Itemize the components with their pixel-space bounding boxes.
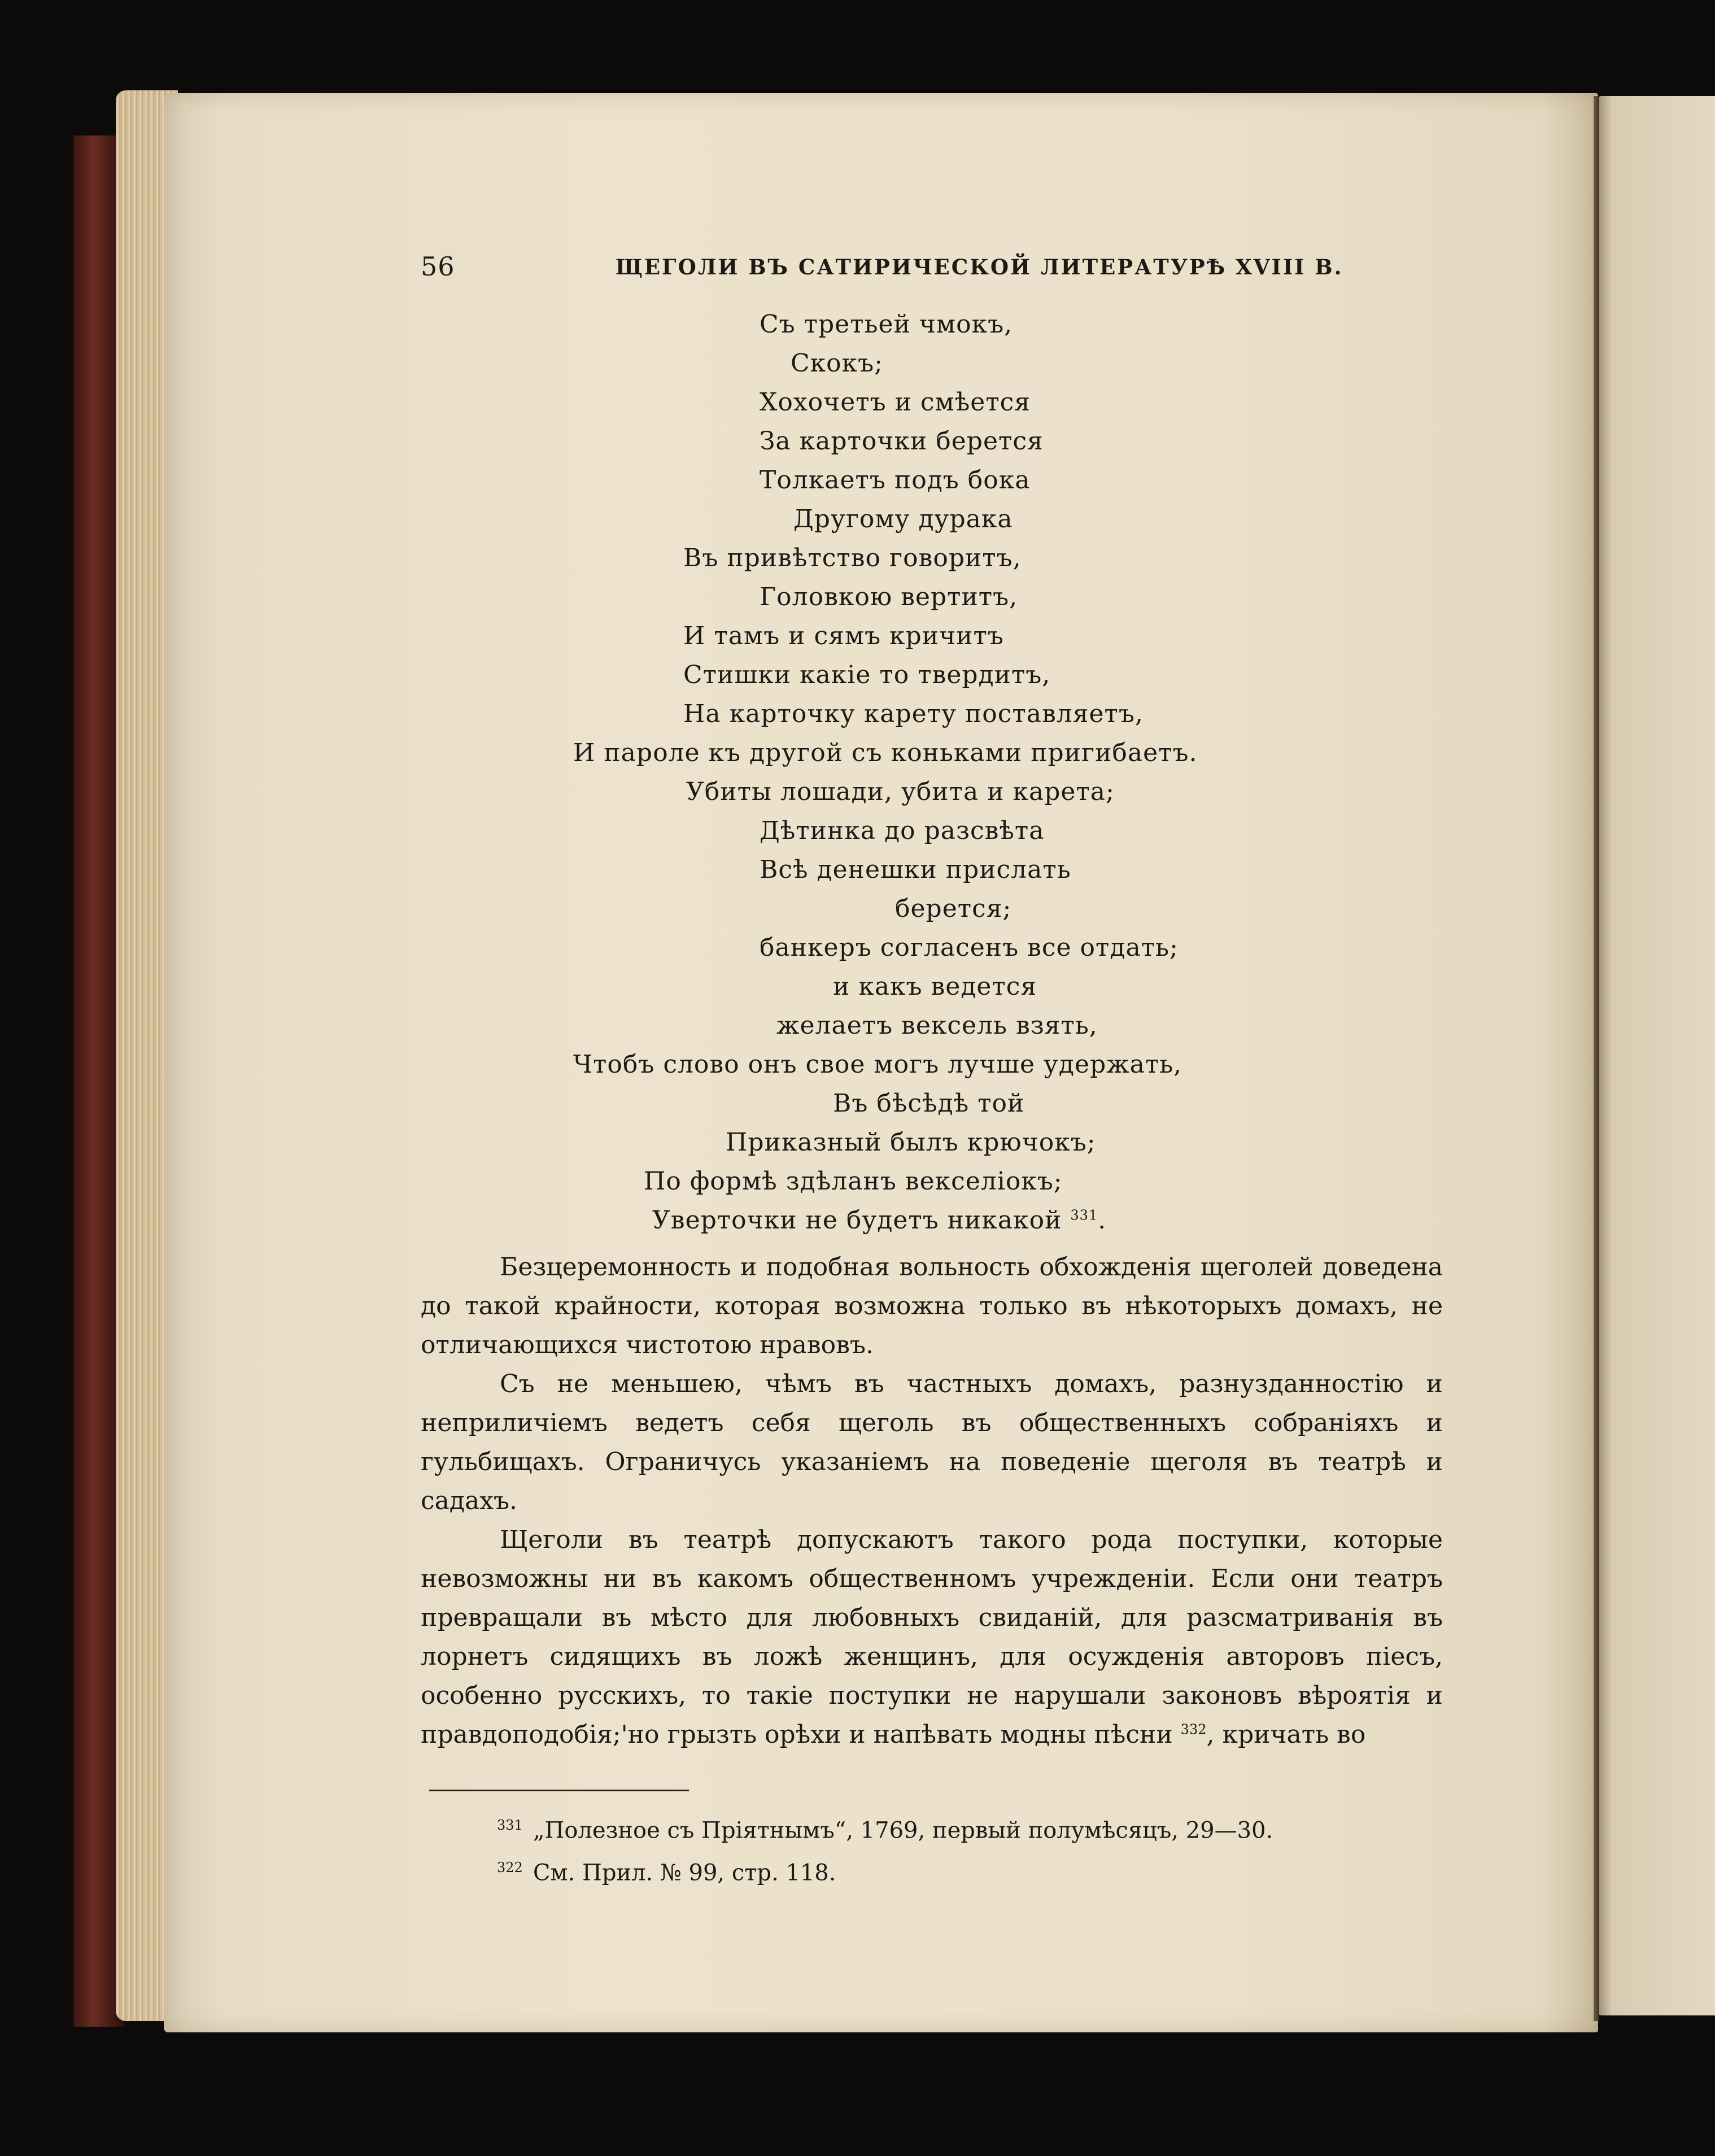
running-head	[421, 251, 1443, 285]
poem-line: банкеръ согласенъ все отдать;	[760, 933, 1179, 962]
poem-line-text: Уверточки не будетъ никакой	[652, 1206, 1062, 1235]
poem-line: Головкою вертитъ,	[760, 583, 1018, 611]
poem-block	[421, 305, 1443, 1236]
poem-line: Толкаетъ подъ бока	[760, 466, 1031, 495]
poem-line: За карточки берется	[760, 427, 1044, 456]
paragraph-text: Щеголи въ театрѣ допускаютъ такого рода поступки, которые невозможны ни въ какомъ общественномъ учрежденіи. Если они театръ превращали въ мѣсто для любовныхъ свиданій, для разсматриванія въ лорнетъ сидящихъ въ ложѣ женщинъ, для осужденія авторовъ піесъ, особенно русскихъ, то такіе поступки не нарушали законовъ вѣроятія и правдоподобія;'но грызть орѣхи и напѣвать модны пѣсни	[421, 1525, 1443, 1749]
poem-line: Другому дурака	[793, 505, 1013, 533]
poem-line: Всѣ денешки прислать	[760, 855, 1071, 884]
footnote	[497, 1849, 1400, 1891]
poem-line: И тамъ и сямъ кричитъ	[683, 622, 1004, 650]
poem-line: Въ привѣтство говоритъ,	[683, 544, 1022, 572]
poem-line: На карточку карету поставляетъ,	[683, 699, 1144, 728]
poem-line: Убиты лошади, убита и карета;	[686, 777, 1115, 806]
paragraph: Съ не меньшею, чѣмъ въ частныхъ домахъ, разнузданностію и неприличіемъ ведетъ себя щеголь въ общественныхъ собраніяхъ и гульбищахъ. Ограничусь указаніемъ на поведеніе щеголя въ театрѣ и садахъ.	[421, 1370, 1443, 1515]
poem-line: По формѣ здѣланъ векселіокъ;	[644, 1167, 1063, 1196]
footnote-mark: 331	[497, 1817, 523, 1833]
poem-line: Въ бѣсѣдѣ той	[833, 1089, 1025, 1118]
poem-line: Дѣтинка до разсвѣта	[760, 816, 1045, 845]
footnote	[497, 1807, 1400, 1849]
footnote-text: См. Прил. № 99, стр. 118.	[533, 1860, 836, 1886]
page-number: 56	[421, 251, 455, 282]
poem-line: Приказный былъ крючокъ;	[726, 1128, 1096, 1157]
prose-block	[421, 1248, 1443, 1754]
paragraph-text-end: , кричать во	[1206, 1720, 1366, 1749]
poem-line: Чтобъ слово онъ свое могъ лучше удержать,	[573, 1050, 1182, 1079]
poem-line-punctuation: .	[1098, 1206, 1107, 1235]
footnote-ref: 331	[1070, 1207, 1098, 1223]
paragraph	[421, 1520, 1443, 1754]
footnote-ref: 332	[1180, 1721, 1207, 1738]
poem-line: Стишки какіе то твердитъ,	[683, 661, 1051, 689]
gutter	[1594, 96, 1599, 2021]
poem-line: И пароле къ другой съ коньками пригибаетъ.	[573, 738, 1198, 767]
footnote-mark: 322	[497, 1860, 523, 1876]
facing-page	[1598, 96, 1715, 2015]
poem-line: Съ третьей чмокъ,	[760, 310, 1013, 339]
paragraph: Безцеремонность и подобная вольность обхожденія щеголей доведена до такой крайности, которая возможна только въ нѣкоторыхъ домахъ, не отличающихся чистотою нравовъ.	[421, 1253, 1443, 1359]
poem-line: и какъ ведется	[833, 972, 1037, 1001]
footnote-rule	[429, 1790, 689, 1791]
footnotes	[497, 1807, 1400, 1892]
footnote-text: „Полезное съ Пріятнымъ“, 1769, первый полумѣсяцъ, 29—30.	[533, 1817, 1273, 1844]
poem-line-last	[652, 1201, 1106, 1240]
poem-line: желаетъ вексель взять,	[776, 1011, 1098, 1040]
poem-line: берется;	[895, 894, 1012, 923]
poem-line: Скокъ;	[791, 349, 883, 378]
running-title: ЩЕГОЛИ ВЪ САТИРИЧЕСКОЙ ЛИТЕРАТУРѢ XVIII В.	[616, 255, 1343, 279]
poem-line: Хохочетъ и смѣется	[760, 388, 1031, 417]
